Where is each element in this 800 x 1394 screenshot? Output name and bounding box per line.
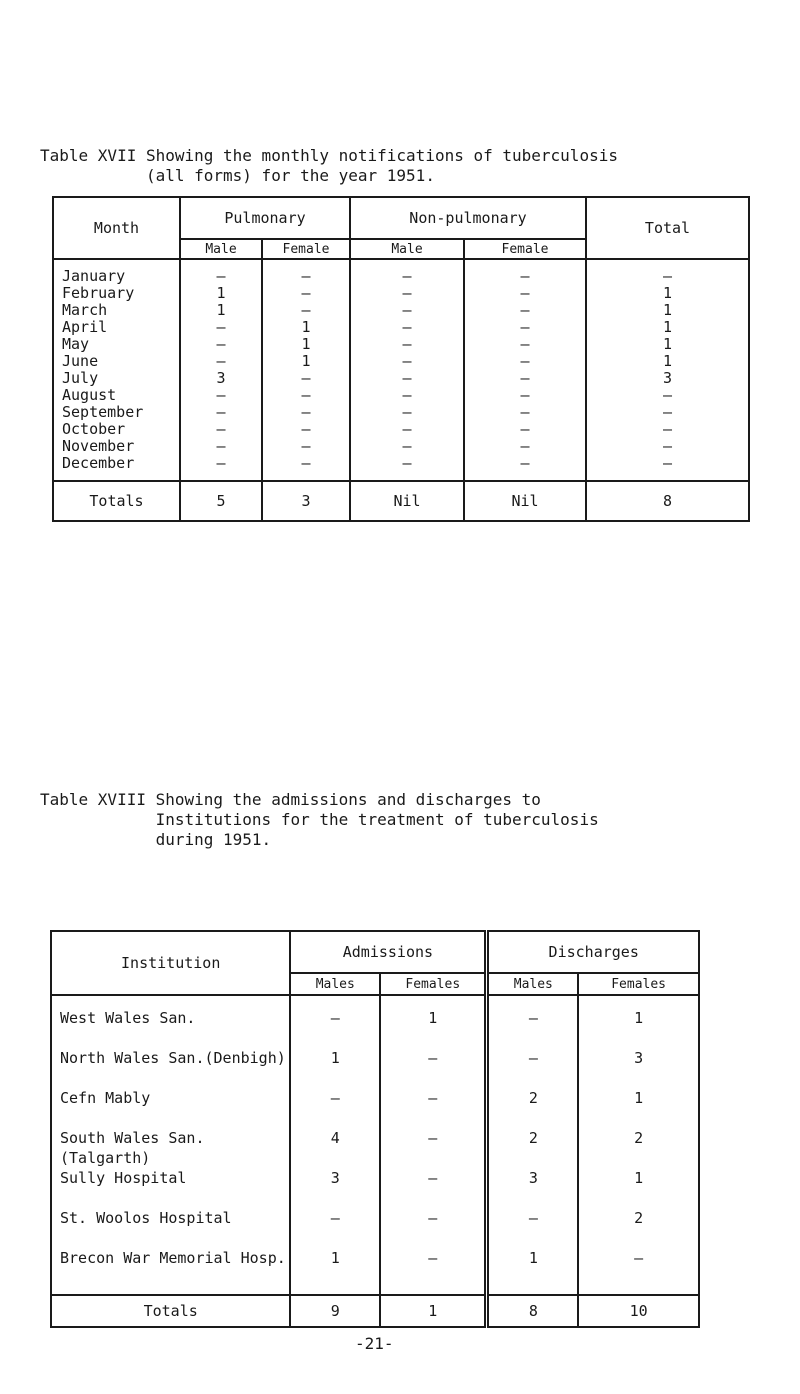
cell: January (62, 267, 126, 285)
cell: – (216, 403, 226, 421)
cell: 2 (528, 1089, 538, 1107)
cell: – (662, 437, 673, 455)
cell: – (216, 352, 226, 370)
totals-pulmonary-male: 5 (180, 481, 262, 521)
non-pulmonary-male-column (350, 259, 464, 481)
cell: Cefn Mably (60, 1089, 151, 1107)
cell: North Wales San.(Denbigh) (60, 1049, 286, 1067)
cell: – (402, 352, 412, 370)
discharges-females-column (578, 995, 699, 1295)
non-pulmonary-female-column (464, 259, 586, 481)
cell: 1 (662, 284, 673, 302)
cell: – (301, 369, 311, 387)
cell: – (301, 301, 311, 319)
totals-total: 8 (586, 481, 749, 521)
cell: – (216, 454, 226, 472)
cell: West Wales San. (60, 1009, 196, 1027)
cell: 1 (301, 318, 311, 336)
header-pulmonary-male: Male (180, 239, 262, 259)
cell: – (520, 352, 530, 370)
cell: – (402, 284, 412, 302)
cell: – (520, 267, 530, 285)
cell: – (428, 1209, 438, 1227)
monthly-rows (53, 259, 749, 481)
cell: 4 (330, 1129, 340, 1147)
header-discharges: Discharges (487, 931, 699, 973)
cell: 1 (662, 352, 673, 370)
cell: – (428, 1089, 438, 1107)
cell: – (402, 420, 412, 438)
totals-admissions-females: 1 (380, 1295, 487, 1327)
totals-non-pulmonary-male: Nil (350, 481, 464, 521)
cell: South Wales San.(Talgarth) (60, 1129, 205, 1167)
cell: St. Woolos Hospital (60, 1209, 232, 1227)
cell: – (662, 454, 673, 472)
institution-column (51, 995, 290, 1295)
cell: – (402, 335, 412, 353)
cell: Brecon War Memorial Hosp. (60, 1249, 286, 1267)
discharges-males-column (487, 995, 578, 1295)
cell: – (520, 420, 530, 438)
cell: – (520, 284, 530, 302)
page-number: -21- (355, 1334, 394, 1353)
cell: 2 (634, 1129, 644, 1147)
table-xvii-caption: Table XVII Showing the monthly notifications of tuberculosis (all forms) for the year 1951. (40, 146, 618, 185)
cell: – (402, 403, 412, 421)
cell: 1 (634, 1169, 644, 1187)
header-non-pulmonary-female: Female (464, 239, 586, 259)
header-total: Total (586, 197, 749, 259)
cell: – (520, 454, 530, 472)
cell: – (428, 1049, 438, 1067)
cell: – (402, 369, 412, 387)
cell: – (520, 335, 530, 353)
cell: December (62, 454, 135, 472)
cell: – (520, 437, 530, 455)
cell: – (216, 335, 226, 353)
cell: – (216, 420, 226, 438)
cell: – (301, 403, 311, 421)
admissions-females-column (380, 995, 487, 1295)
header-month: Month (53, 197, 180, 259)
cell: – (520, 301, 530, 319)
admissions-males-column (290, 995, 380, 1295)
cell: 1 (428, 1009, 438, 1027)
cell: – (520, 386, 530, 404)
cell: – (216, 437, 226, 455)
totals-non-pulmonary-female: Nil (464, 481, 586, 521)
cell: 1 (301, 335, 311, 353)
cell: – (528, 1209, 538, 1227)
table-xviii-caption: Table XVIII Showing the admissions and discharges to Institutions for the treatment of tuberculosis during 1951. (40, 790, 599, 849)
cell: – (301, 386, 311, 404)
cell: – (402, 437, 412, 455)
cell: 1 (634, 1089, 644, 1107)
cell: – (301, 420, 311, 438)
cell: – (301, 437, 311, 455)
cell: – (216, 386, 226, 404)
totals-row (53, 481, 749, 521)
cell: 3 (634, 1049, 644, 1067)
cell: August (62, 386, 117, 404)
cell: – (402, 454, 412, 472)
cell: – (402, 318, 412, 336)
cell: March (62, 301, 108, 319)
header-admissions-males: Males (290, 973, 380, 995)
cell: – (634, 1249, 644, 1267)
totals-label: Totals (53, 481, 180, 521)
cell: 1 (662, 335, 673, 353)
totals-pulmonary-female: 3 (262, 481, 350, 521)
cell: July (62, 369, 99, 387)
header-non-pulmonary: Non-pulmonary (350, 197, 586, 239)
totals-discharges-females: 10 (578, 1295, 699, 1327)
cell: – (301, 454, 311, 472)
header-discharges-males: Males (487, 973, 578, 995)
cell: 1 (330, 1049, 340, 1067)
totals-discharges-males: 8 (487, 1295, 578, 1327)
header-pulmonary: Pulmonary (180, 197, 350, 239)
cell: April (62, 318, 108, 336)
cell: – (216, 318, 226, 336)
cell: February (62, 284, 135, 302)
cell: 1 (301, 352, 311, 370)
cell: Sully Hospital (60, 1169, 187, 1187)
cell: – (662, 267, 673, 285)
cell: 1 (216, 284, 226, 302)
cell: – (428, 1169, 438, 1187)
cell: – (402, 386, 412, 404)
cell: – (520, 318, 530, 336)
cell: September (62, 403, 144, 421)
header-discharges-females: Females (578, 973, 699, 995)
cell: 1 (330, 1249, 340, 1267)
cell: 2 (528, 1129, 538, 1147)
cell: – (330, 1009, 340, 1027)
cell: – (330, 1209, 340, 1227)
cell: – (428, 1249, 438, 1267)
month-column (53, 259, 180, 481)
cell: 3 (528, 1169, 538, 1187)
cell: – (330, 1089, 340, 1107)
cell: – (662, 386, 673, 404)
cell: – (528, 1009, 538, 1027)
cell: 3 (216, 369, 226, 387)
table-xviii (50, 930, 700, 1328)
cell: – (520, 369, 530, 387)
totals-label: Totals (51, 1295, 290, 1327)
cell: 1 (662, 318, 673, 336)
cell: 1 (216, 301, 226, 319)
cell: 1 (662, 301, 673, 319)
total-column (586, 259, 749, 481)
cell: – (301, 267, 311, 285)
cell: 3 (330, 1169, 340, 1187)
totals-admissions-males: 9 (290, 1295, 380, 1327)
cell: – (216, 267, 226, 285)
pulmonary-female-column (262, 259, 350, 481)
cell: 2 (634, 1209, 644, 1227)
header-admissions: Admissions (290, 931, 487, 973)
cell: – (402, 301, 412, 319)
cell: October (62, 420, 126, 438)
header-admissions-females: Females (380, 973, 487, 995)
table-xvii (52, 196, 750, 522)
cell: June (62, 352, 99, 370)
cell: – (301, 284, 311, 302)
cell: – (662, 403, 673, 421)
totals-row (51, 1295, 699, 1327)
cell: May (62, 335, 90, 353)
cell: 1 (528, 1249, 538, 1267)
cell: – (520, 403, 530, 421)
pulmonary-male-column (180, 259, 262, 481)
cell: 1 (634, 1009, 644, 1027)
header-non-pulmonary-male: Male (350, 239, 464, 259)
cell: November (62, 437, 135, 455)
cell: – (662, 420, 673, 438)
cell: 3 (662, 369, 673, 387)
header-institution: Institution (51, 931, 290, 995)
cell: – (528, 1049, 538, 1067)
cell: – (428, 1129, 438, 1147)
cell: – (402, 267, 412, 285)
institution-rows (51, 995, 699, 1295)
header-pulmonary-female: Female (262, 239, 350, 259)
